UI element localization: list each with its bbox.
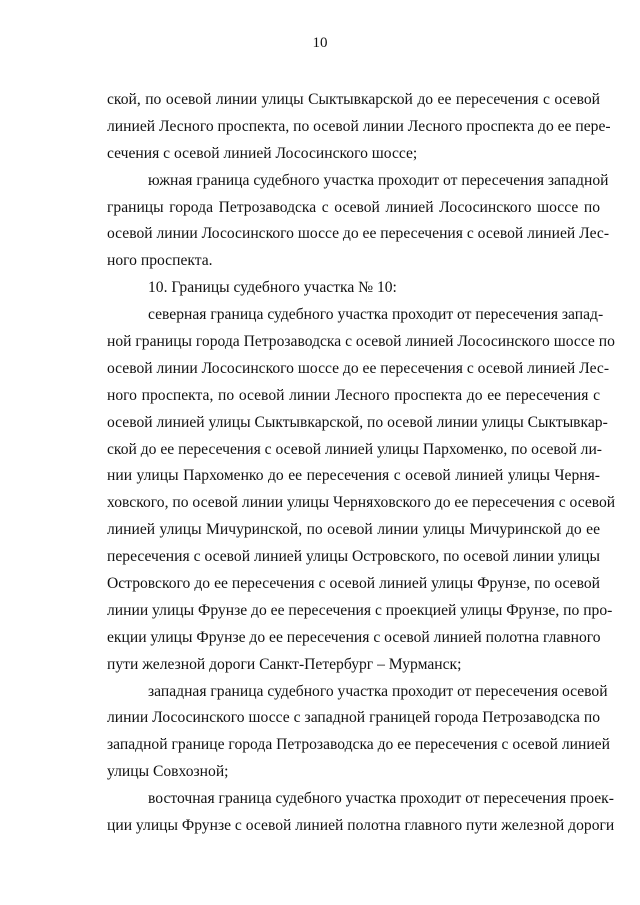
text-line: осевой линии Лососинского шоссе до ее пересечения с осевой линией Лес- [107,359,610,377]
text-line: западной границе города Петрозаводска до ее пересечения с осевой линией [107,736,610,754]
text-line: ской до ее пересечения с осевой линией улицы Пархоменко, по осевой ли- [107,440,603,458]
text-line: пути железной дороги Санкт-Петербург – Мурманск; [107,655,462,673]
text-line: осевой линии Лососинского шоссе до ее пересечения с осевой линией Лес- [107,225,610,243]
text-line: линией Лесного проспекта, по осевой линии Лесного проспекта до ее пере- [107,117,611,135]
text-line: ного проспекта, по осевой линии Лесного проспекта до ее пересечения с [107,386,600,404]
paragraph [107,786,615,840]
text-line: улицы Совхозной; [107,763,229,781]
text-line: ной границы города Петрозаводска с осевой линией Лососинского шоссе по [107,333,615,351]
text-line: западная граница судебного участка проходит от пересечения осевой [148,682,608,700]
text-line: нии улицы Пархоменко до ее пересечения с осевой линией улицы Черня- [107,467,600,485]
text-line: границы города Петрозаводска с осевой линией Лососинского шоссе по [107,198,600,216]
text-line: ховского, по осевой линии улицы Черняховского до ее пересечения с осевой [107,494,616,512]
text-line: северная граница судебного участка проходит от пересечения запад- [148,306,604,324]
text-line: ской, по осевой линии улицы Сыктывкарской до ее пересечения с осевой [107,91,600,108]
paragraph [107,168,610,276]
text-line: ции улицы Фрунзе с осевой линией полотна главного пути железной дороги [107,817,615,835]
text-line: восточная граница судебного участка проходит от пересечения проек- [148,790,614,808]
text-line: линией улицы Мичуринской, по осевой линии улицы Мичуринской до ее [107,521,600,539]
text-line: ного проспекта. [107,252,213,270]
text-line: линии улицы Фрунзе до ее пересечения с проекцией улицы Фрунзе, по про- [107,601,613,619]
text-line: пересечения с осевой линией улицы Островского, по осевой линии улицы [107,548,600,566]
text-line: 10. Границы судебного участка № 10: [148,279,397,297]
document-body [107,87,616,840]
text-line: екции улицы Фрунзе до ее пересечения с осевой линией полотна главного [107,628,601,646]
paragraph [107,302,616,678]
text-line: южная граница судебного участка проходит от пересечения западной [148,171,609,189]
paragraph [107,275,600,302]
paragraph [107,679,610,787]
text-line: Островского до ее пересечения с осевой линией улицы Фрунзе, по осевой [107,575,600,593]
text-line: линии Лососинского шоссе с западной границей города Петрозаводска по [107,709,600,727]
paragraph [107,87,611,168]
text-line: сечения с осевой линией Лососинского шоссе; [107,144,418,162]
page-number: 10 [312,35,328,51]
text-line: осевой линией улицы Сыктывкарской, по осевой линии улицы Сыктывкар- [107,413,608,431]
